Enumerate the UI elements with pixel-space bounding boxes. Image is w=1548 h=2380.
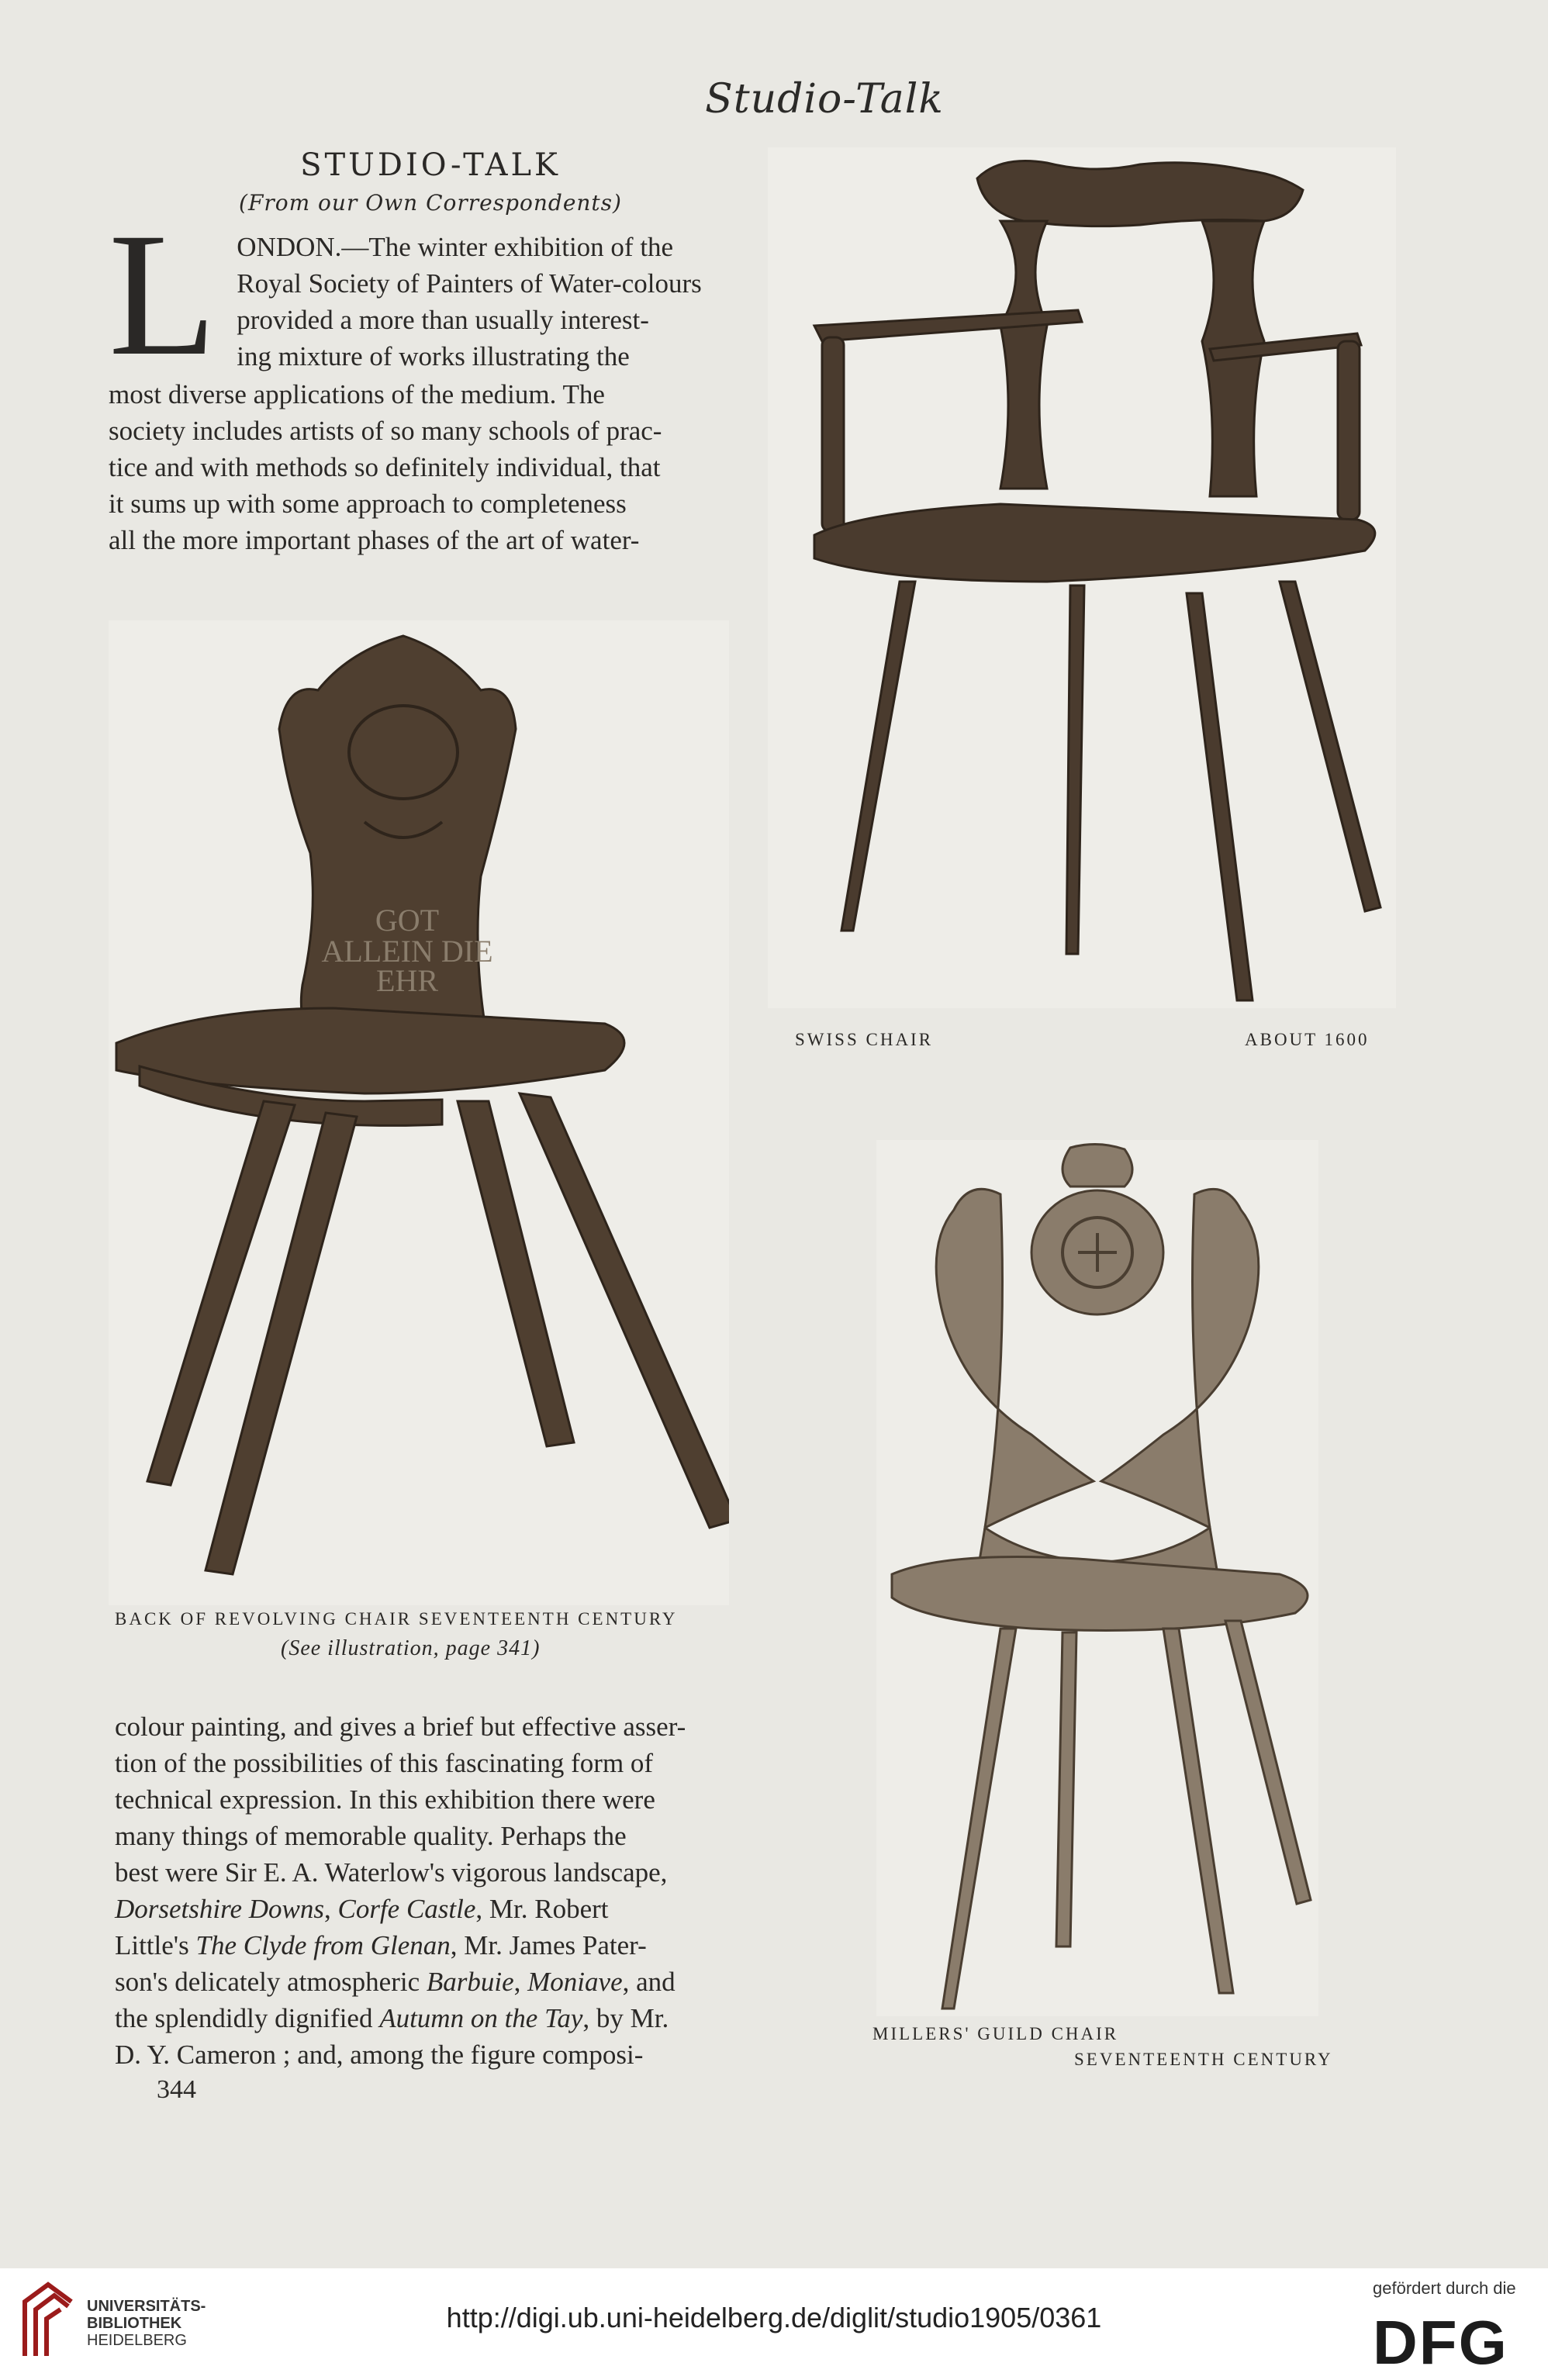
inscription-line-1: GOT <box>375 903 440 938</box>
intro-line: society includes artists of so many schools of prac- <box>109 416 662 446</box>
intro-line: it sums up with some approach to completeness <box>109 489 627 519</box>
text-line <box>115 2000 741 2036</box>
page-number: 344 <box>157 2075 196 2104</box>
library-name-line-1: UNIVERSITÄTS- <box>87 2298 206 2315</box>
text-line <box>115 1964 741 2000</box>
intro-line: all the more important phases of the art of water- <box>109 525 640 555</box>
running-head: Studio-Talk <box>705 76 944 123</box>
work-title: Dorsetshire Downs <box>115 1894 324 1924</box>
text-line: colour painting, and gives a brief but effective asser- <box>115 1712 686 1742</box>
caption-revolving-chair: BACK OF REVOLVING CHAIR SEVENTEENTH CENTURY <box>115 1609 678 1629</box>
caption-revolving-chair-note: (See illustration, page 341) <box>281 1636 541 1660</box>
text-fragment: son's delicately atmospheric <box>115 1967 427 1997</box>
text-fragment: , <box>323 1894 338 1924</box>
section-subtitle: (From our Own Correspondents) <box>239 190 622 216</box>
library-name-line-3: HEIDELBERG <box>87 2332 187 2349</box>
swiss-chair-photo <box>768 147 1396 1008</box>
text-fragment: , Mr. Robert <box>475 1894 609 1924</box>
inscription-line-2: ALLEIN DIE <box>321 934 493 969</box>
text-fragment: the splendidly dignified <box>115 2003 380 2033</box>
work-title: Autumn on the Tay <box>379 2003 583 2033</box>
intro-line: most diverse applications of the medium. The <box>109 379 605 409</box>
text-line <box>115 1891 741 1927</box>
library-name-line-2: BIBLIOTHEK <box>87 2315 182 2332</box>
intro-line: ONDON.—The winter exhibition of the <box>237 232 674 262</box>
text-line: best were Sir E. A. Waterlow's vigorous landscape, <box>115 1857 668 1888</box>
caption-swiss-date: ABOUT 1600 <box>1245 1030 1370 1049</box>
text-fragment: , by Mr. <box>582 2003 669 2033</box>
intro-line: tice and with methods so definitely individual, that <box>109 452 661 482</box>
continuation-paragraph <box>115 1708 741 2073</box>
caption-millers-date: SEVENTEENTH CENTURY <box>1074 2050 1333 2069</box>
dfg-logo: DFG <box>1373 2308 1508 2377</box>
text-fragment: , <box>513 1967 528 1997</box>
text-fragment: , and <box>622 1967 676 1997</box>
intro-line: ing mixture of works illustrating the <box>237 341 630 371</box>
caption-millers-chair: MILLERS' GUILD CHAIR <box>872 2024 1119 2043</box>
text-line: D. Y. Cameron ; and, among the figure composi- <box>115 2040 644 2070</box>
section-title: STUDIO-TALK <box>300 147 561 183</box>
revolving-chair-photo <box>109 620 729 1605</box>
work-title: Barbuie <box>426 1967 514 1997</box>
intro-line: provided a more than usually interest- <box>237 305 649 335</box>
text-fragment: , Mr. James Pater- <box>450 1930 647 1960</box>
work-title: Moniave <box>527 1967 623 1997</box>
text-fragment: Little's <box>115 1930 196 1960</box>
text-line: tion of the possibilities of this fascinating form of <box>115 1748 654 1778</box>
intro-line: Royal Society of Painters of Water-colours <box>237 268 702 299</box>
millers-chair-photo <box>876 1140 1318 2016</box>
text-line <box>115 1927 741 1964</box>
permalink-url[interactable]: http://digi.ub.uni-heidelberg.de/diglit/studio1905/0361 <box>446 2302 1102 2333</box>
text-line: technical expression. In this exhibition there were <box>115 1784 655 1815</box>
inscription-line-3: EHR <box>376 963 438 998</box>
funder-caption: gefördert durch die <box>1373 2278 1516 2298</box>
work-title: Corfe Castle <box>337 1894 476 1924</box>
drop-cap: L <box>109 197 217 392</box>
text-line: many things of memorable quality. Perhaps the <box>115 1821 627 1851</box>
caption-swiss-chair: SWISS CHAIR <box>795 1030 934 1049</box>
work-title: The Clyde from Glenan <box>195 1930 451 1960</box>
